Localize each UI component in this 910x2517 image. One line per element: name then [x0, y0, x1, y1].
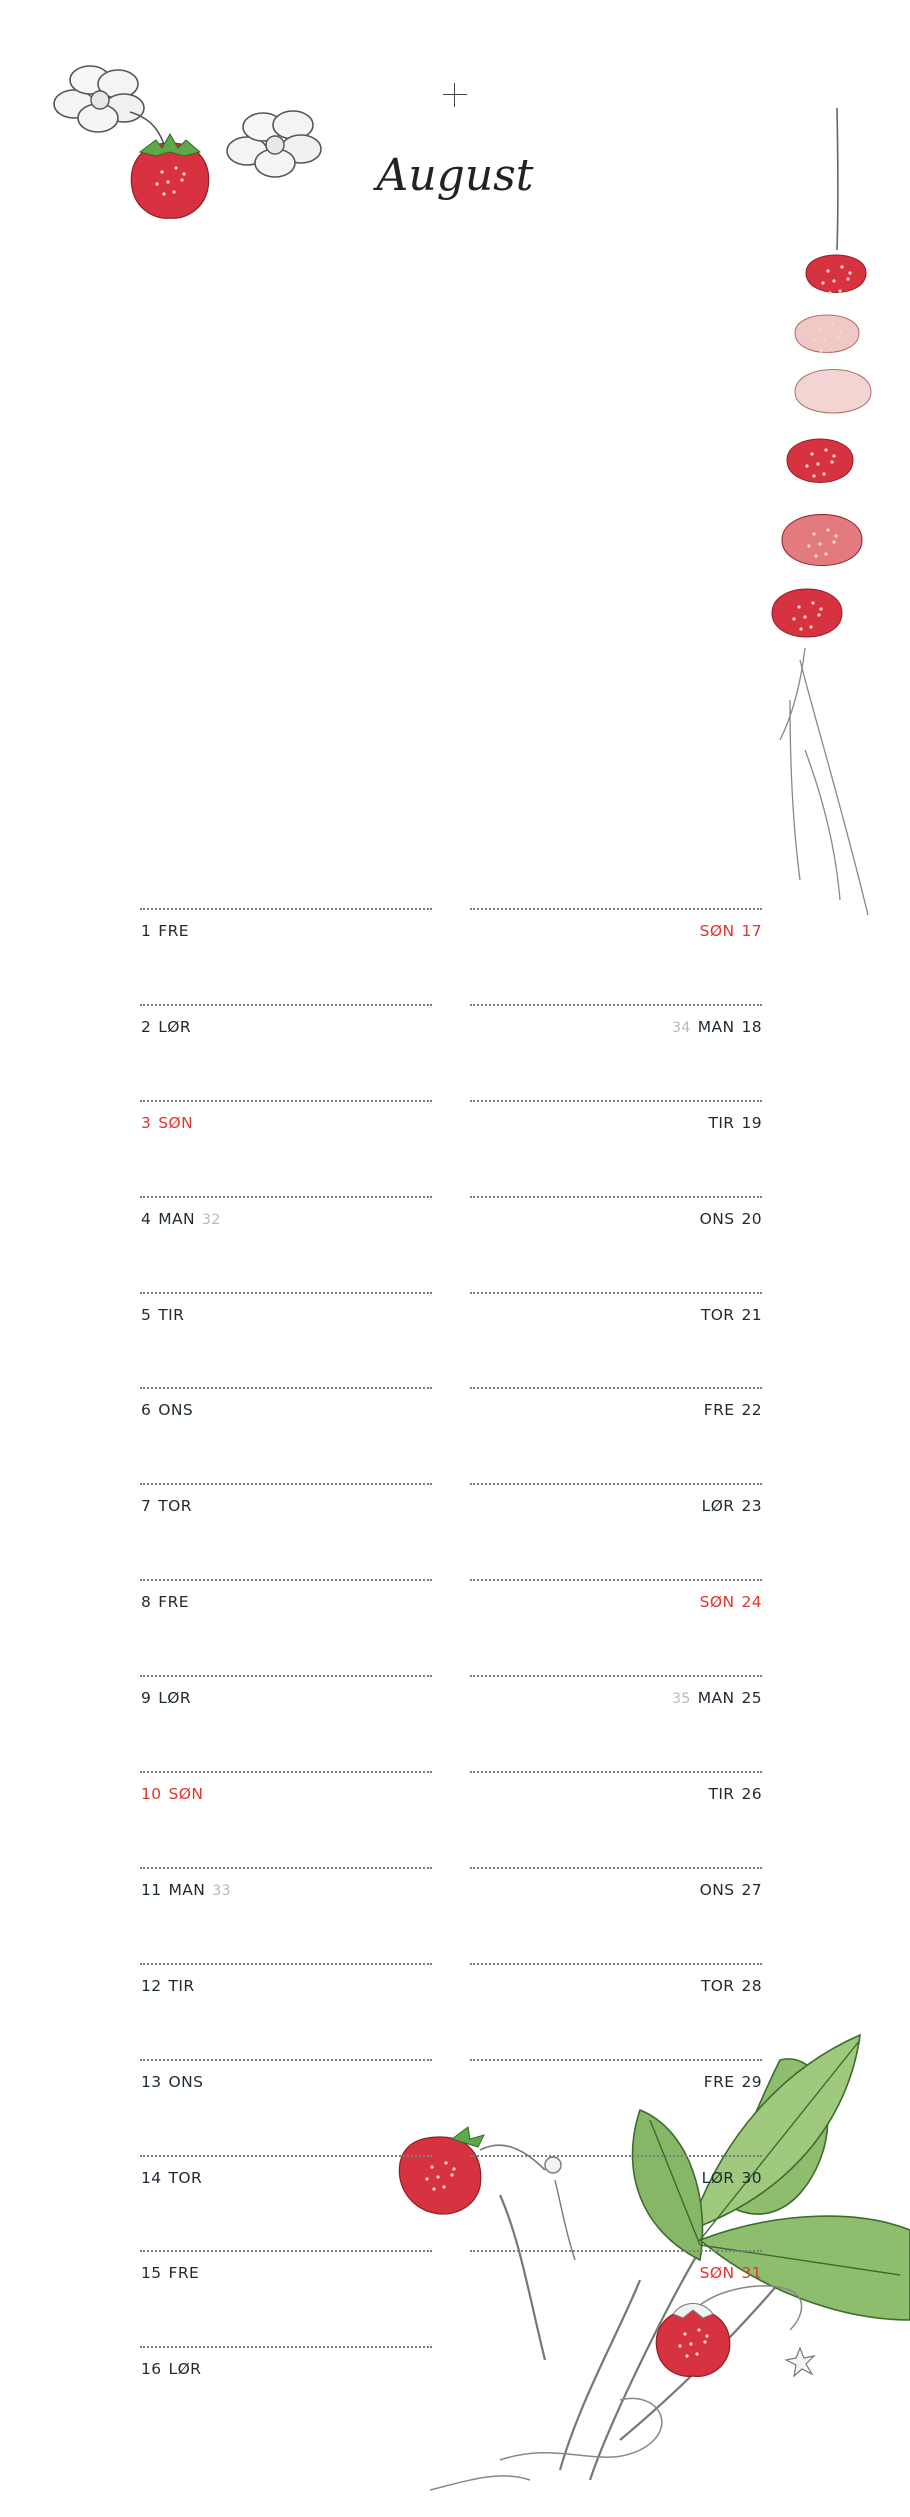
day-label — [141, 2360, 201, 2378]
flower-icon — [227, 111, 321, 177]
day-row[interactable] — [140, 1675, 432, 1771]
day-number: 18 — [741, 1017, 762, 1036]
day-number: 26 — [741, 1785, 762, 1804]
day-label — [141, 1114, 193, 1132]
day-label — [700, 2264, 762, 2282]
weekday-name: FRE — [168, 2264, 200, 2283]
day-label — [700, 1593, 762, 1611]
day-label — [141, 1689, 191, 1707]
day-number: 30 — [741, 2168, 762, 2187]
weekday-name: FRE — [703, 2072, 735, 2091]
day-number: 29 — [741, 2072, 762, 2091]
day-number: 28 — [741, 1976, 762, 1995]
day-row[interactable] — [140, 1579, 432, 1675]
day-row[interactable] — [140, 2250, 432, 2346]
weekday-name: SØN — [699, 1593, 735, 1612]
weekday-name: TIR — [168, 1976, 195, 1995]
day-row[interactable] — [140, 1004, 432, 1100]
day-label — [700, 922, 762, 940]
weekday-name: TIR — [708, 1785, 735, 1804]
day-row[interactable] — [140, 1963, 432, 2059]
day-row[interactable] — [470, 1196, 762, 1292]
weekday-name: TIR — [708, 1113, 735, 1132]
weekday-name: TOR — [168, 2168, 203, 2187]
day-row[interactable] — [470, 1100, 762, 1196]
day-number: 4 — [141, 1209, 152, 1228]
day-label — [141, 1977, 195, 1995]
weekday-name: ONS — [699, 1880, 735, 1899]
day-number: 13 — [141, 2072, 162, 2091]
day-row[interactable] — [140, 1771, 432, 1867]
day-number: 16 — [141, 2360, 162, 2379]
day-label — [141, 2264, 199, 2282]
day-label — [702, 1497, 762, 1515]
day-number: 10 — [141, 1785, 162, 1804]
day-number: 15 — [141, 2264, 162, 2283]
weekday-name: TOR — [700, 1305, 735, 1324]
weekday-name: FRE — [158, 922, 189, 940]
day-label — [672, 1689, 762, 1707]
day-row[interactable] — [470, 1963, 762, 2059]
weekday-name: MAN — [158, 1209, 196, 1228]
day-number: 6 — [141, 1401, 152, 1420]
day-number: 3 — [141, 1113, 152, 1132]
day-row[interactable] — [140, 2346, 432, 2442]
weekday-name: FRE — [158, 1593, 189, 1612]
weekday-name: TIR — [158, 1305, 185, 1324]
day-row[interactable] — [470, 2155, 762, 2251]
day-label — [141, 1881, 231, 1899]
day-number: 17 — [741, 922, 762, 940]
day-number: 22 — [741, 1401, 762, 1420]
week-number: 34 — [672, 1019, 691, 1036]
weekday-name: LØR — [701, 1497, 735, 1516]
day-label — [141, 1593, 189, 1611]
day-number: 11 — [141, 1880, 162, 1899]
weekday-name: SØN — [158, 1113, 194, 1132]
day-row[interactable] — [470, 2059, 762, 2155]
day-number: 2 — [141, 1017, 152, 1036]
day-number: 24 — [741, 1593, 762, 1612]
day-number: 25 — [741, 1689, 762, 1708]
weekday-name: LØR — [158, 1017, 192, 1036]
week-number: 33 — [212, 1882, 231, 1899]
day-label — [141, 2169, 202, 2187]
weekday-name: ONS — [158, 1401, 194, 1420]
day-row[interactable] — [140, 2155, 432, 2251]
day-row[interactable] — [140, 1196, 432, 1292]
day-label — [708, 1785, 762, 1803]
day-number: 14 — [141, 2168, 162, 2187]
day-row[interactable] — [470, 908, 762, 1004]
day-row[interactable] — [470, 1004, 762, 1100]
weekday-name: SØN — [168, 1785, 204, 1804]
day-number: 20 — [741, 1209, 762, 1228]
weekday-name: SØN — [699, 2264, 735, 2283]
day-number: 7 — [141, 1497, 152, 1516]
day-number: 31 — [741, 2264, 762, 2283]
day-label — [700, 1881, 762, 1899]
day-row[interactable] — [470, 1579, 762, 1675]
day-label — [672, 1018, 762, 1036]
day-number: 5 — [141, 1305, 152, 1324]
day-row[interactable] — [470, 1771, 762, 1867]
day-label — [141, 1785, 203, 1803]
day-label — [141, 1018, 191, 1036]
day-number: 1 — [141, 922, 152, 940]
weekday-name: LØR — [168, 2360, 202, 2379]
day-label — [141, 1210, 221, 1228]
day-row[interactable] — [140, 2059, 432, 2155]
weekday-name: ONS — [699, 1209, 735, 1228]
month-title: August — [376, 150, 534, 201]
day-number: 19 — [741, 1113, 762, 1132]
week-number: 35 — [672, 1691, 691, 1708]
day-row[interactable] — [140, 1100, 432, 1196]
day-label — [701, 1977, 762, 1995]
day-number: 21 — [741, 1305, 762, 1324]
day-row[interactable] — [470, 1675, 762, 1771]
day-row[interactable] — [140, 1292, 432, 1388]
day-number: 8 — [141, 1593, 152, 1612]
day-number: 9 — [141, 1689, 152, 1708]
weekday-name: MAN — [697, 1017, 735, 1036]
weekday-name: LØR — [158, 1689, 192, 1708]
day-label — [141, 922, 189, 940]
week-number: 32 — [202, 1211, 221, 1228]
day-label — [700, 1210, 762, 1228]
day-row[interactable] — [470, 1292, 762, 1388]
day-label — [704, 2073, 762, 2091]
day-label — [141, 1497, 192, 1515]
day-row[interactable] — [140, 1867, 432, 1963]
weekday-name: MAN — [168, 1880, 206, 1899]
weekday-name: MAN — [697, 1689, 735, 1708]
weekday-name: SØN — [699, 922, 735, 940]
weekday-name: ONS — [168, 2072, 204, 2091]
day-number: 27 — [741, 1880, 762, 1899]
plus-icon — [443, 83, 467, 107]
day-row[interactable] — [470, 2250, 762, 2346]
day-number: 23 — [741, 1497, 762, 1516]
days-column-left — [140, 908, 432, 2442]
day-row[interactable] — [140, 1483, 432, 1579]
days-column-right — [470, 908, 762, 2346]
day-label — [141, 1306, 184, 1324]
weekday-name: FRE — [703, 1401, 735, 1420]
day-row[interactable] — [470, 1483, 762, 1579]
day-row[interactable] — [140, 908, 432, 1004]
strawberry-icon — [131, 134, 208, 218]
day-label — [701, 1306, 762, 1324]
day-label — [702, 2169, 762, 2187]
day-row[interactable] — [470, 1867, 762, 1963]
weekday-name: TOR — [700, 1976, 735, 1995]
weekday-name: LØR — [701, 2168, 735, 2187]
day-number: 12 — [141, 1976, 162, 1995]
day-label — [141, 2073, 203, 2091]
weekday-name: TOR — [158, 1497, 192, 1516]
day-label — [708, 1114, 762, 1132]
strawberry-skewer-icon — [772, 108, 871, 915]
day-label — [704, 1401, 762, 1419]
flower-icon — [54, 66, 144, 132]
day-row[interactable] — [140, 1387, 432, 1483]
day-label — [141, 1401, 193, 1419]
day-row[interactable] — [470, 1387, 762, 1483]
